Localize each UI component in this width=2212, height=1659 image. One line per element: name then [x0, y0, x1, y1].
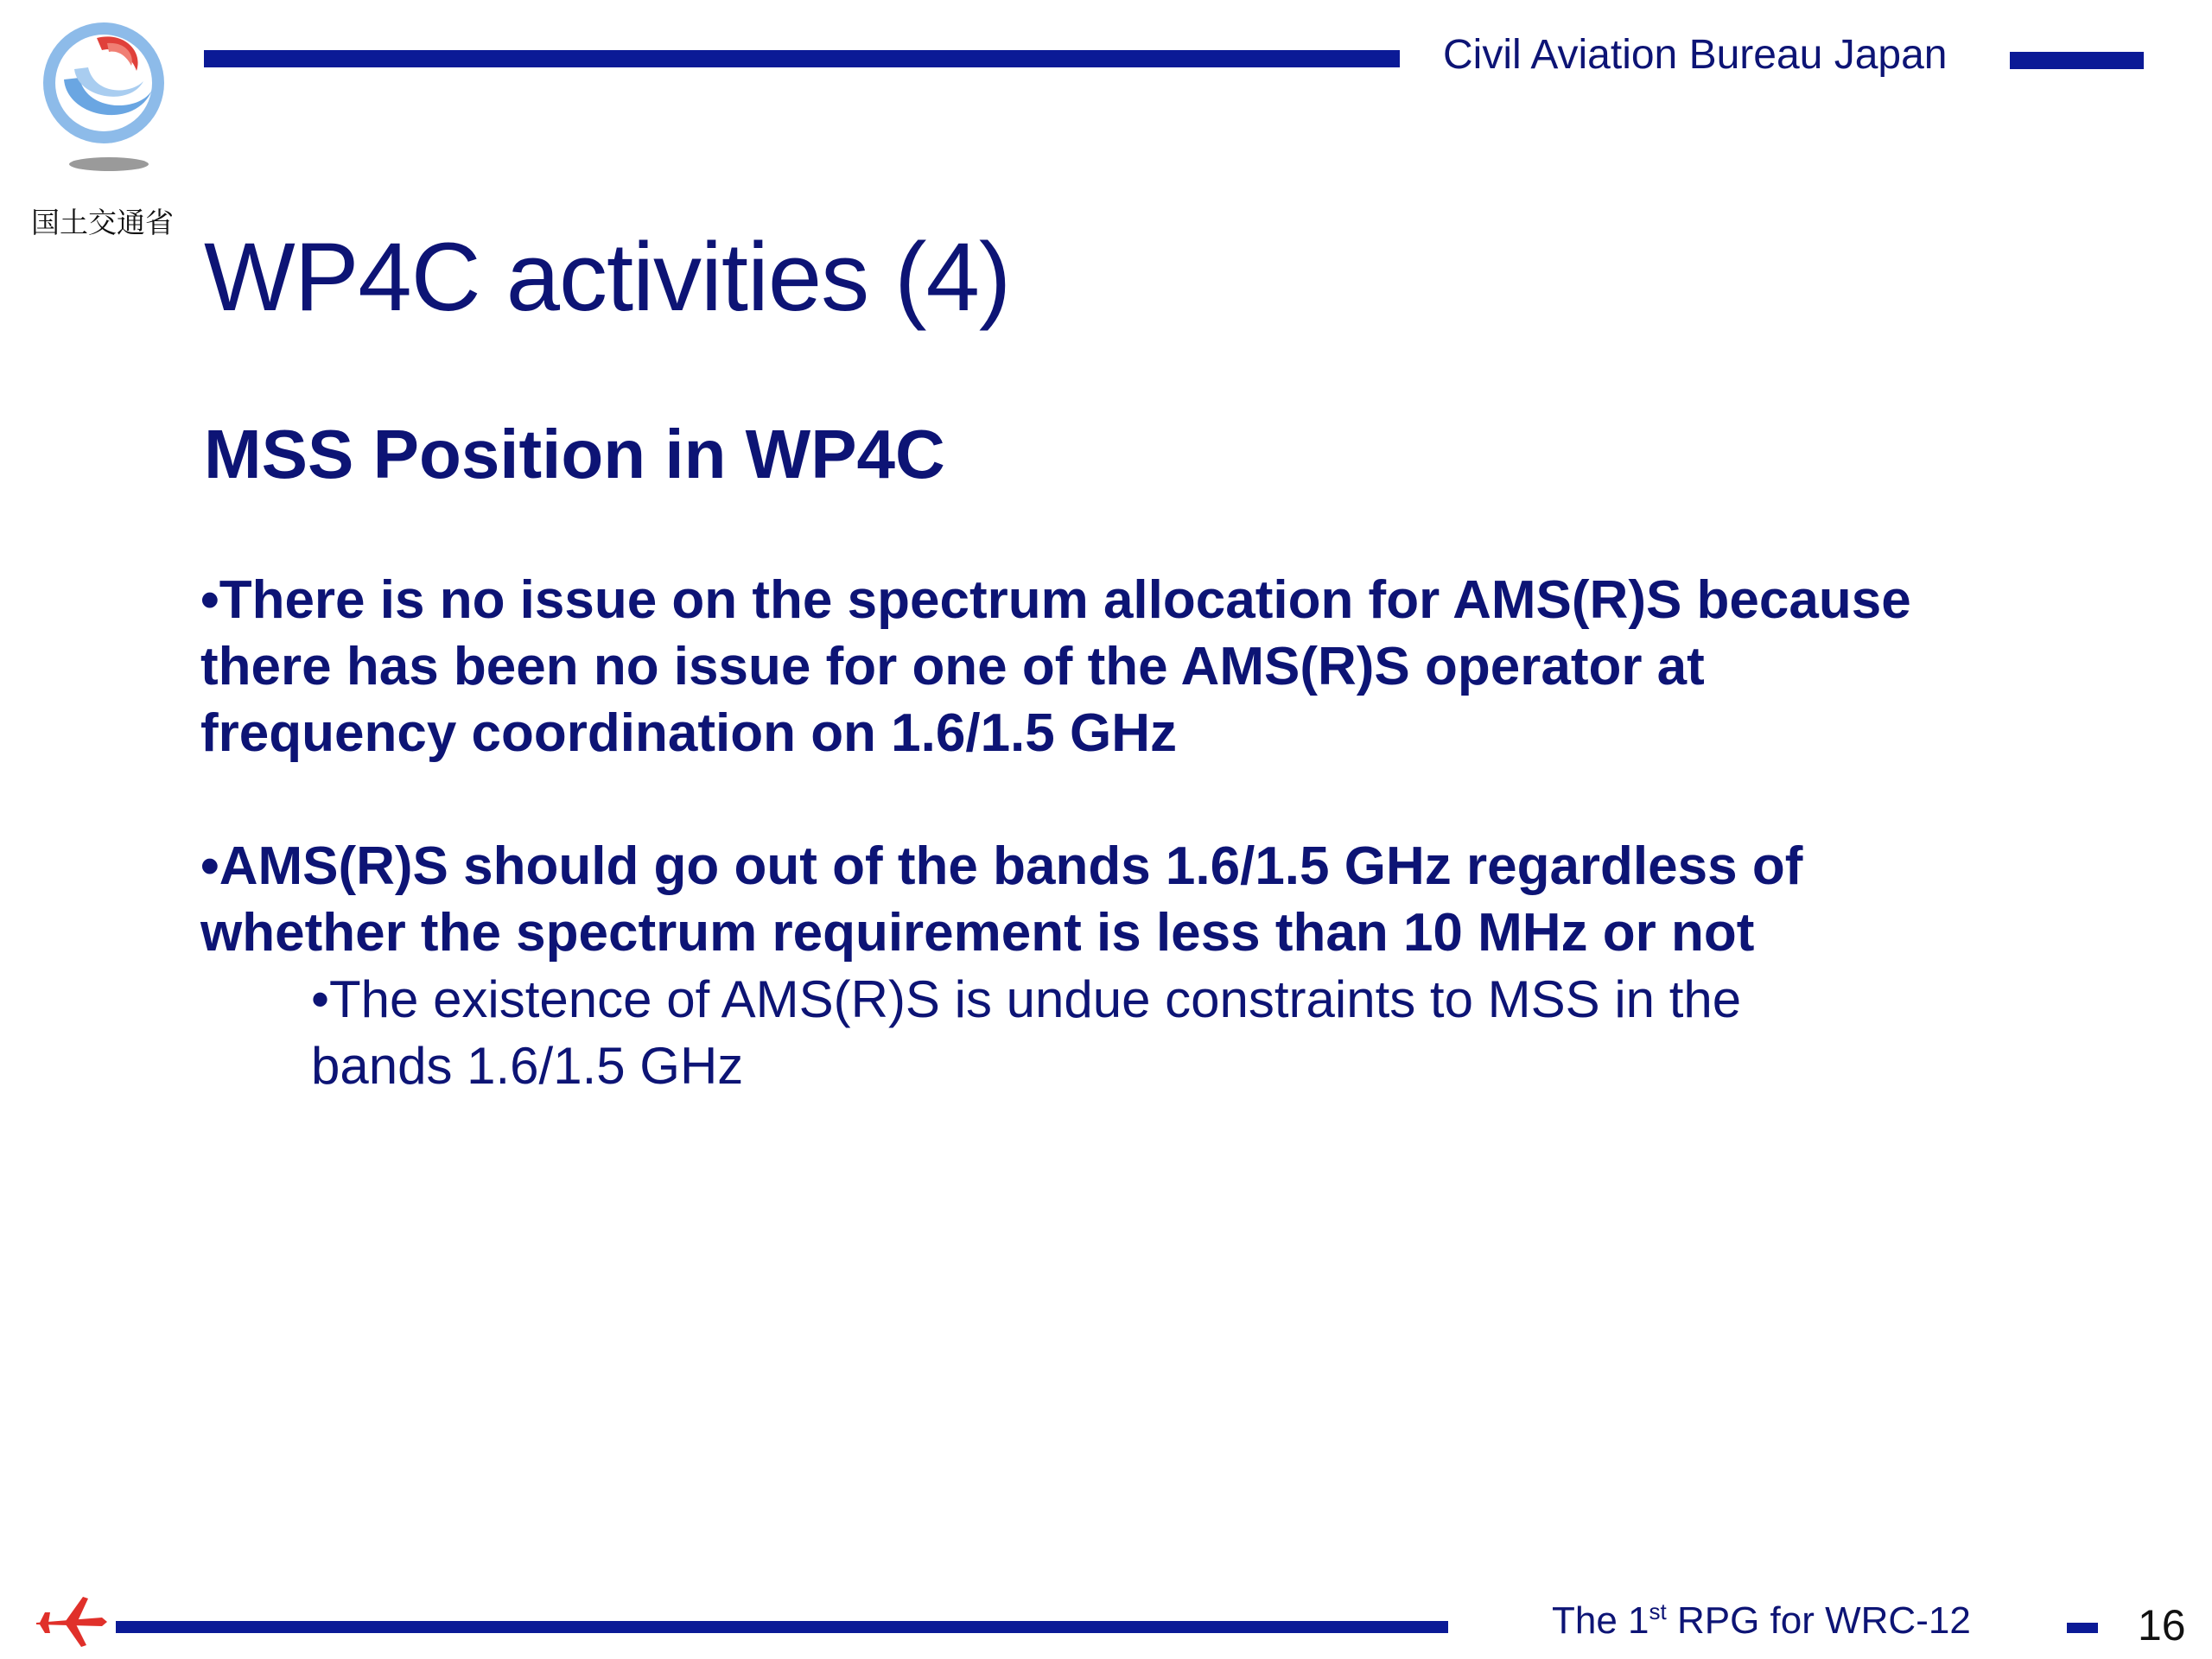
footer-prefix: The 1	[1552, 1599, 1649, 1642]
airplane-icon	[33, 1592, 111, 1652]
footer-rule-short	[2067, 1623, 2098, 1633]
footer-event-label	[1552, 1599, 1971, 1643]
slide-subtitle: MSS Position in WP4C	[204, 416, 945, 493]
sub-bullet: •The existence of AMS(R)S is undue constraints to MSS in the bands 1.6/1.5 GHz	[311, 970, 1742, 1095]
mlit-logo-icon	[33, 16, 175, 180]
header-rule	[204, 50, 1400, 67]
footer-suffix: RPG for WRC-12	[1666, 1599, 1971, 1642]
bullet-1: •There is no issue on the spectrum allocation for AMS(R)S because there has been no issue for one of the AMS(R)S operator at frequency coordination on 1.6/1.5 GHz	[200, 570, 1911, 763]
slide-title: WP4C activities (4)	[204, 223, 1011, 331]
footer-rule	[116, 1621, 1448, 1633]
ministry-label: 国土交通省	[31, 206, 174, 239]
organization-name: Civil Aviation Bureau Japan	[1443, 32, 1948, 78]
bullet-2: •AMS(R)S should go out of the bands 1.6/1.5 GHz regardless of whether the spectrum requirement is less than 10 MHz or not	[200, 836, 1803, 963]
header-rule-short	[2010, 52, 2144, 69]
footer-superscript: st	[1649, 1599, 1667, 1624]
page-number: 16	[2138, 1601, 2186, 1649]
